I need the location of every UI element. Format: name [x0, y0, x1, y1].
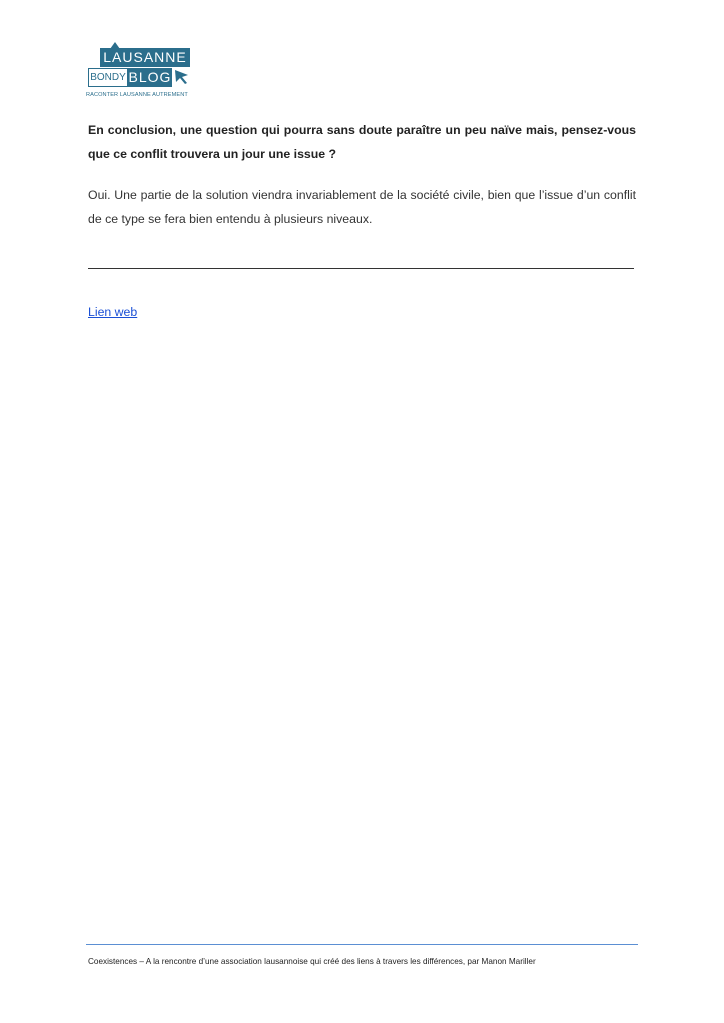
interview-question: En conclusion, une question qui pourra sans doute paraître un peu naïve mais, pensez-vous que ce conflit trouvera un jour une issue ?: [88, 123, 636, 161]
logo-lausanne-text: LAUSANNE: [100, 48, 190, 67]
logo-blog-text: BLOG: [128, 69, 172, 85]
interview-answer: Oui. Une partie de la solution viendra invariablement de la société civile, bien que l’issue d’un conflit de ce type se fera bien entendu à plusieurs niveaux.: [88, 188, 636, 226]
web-link[interactable]: Lien web: [88, 305, 138, 319]
footer-divider: [86, 944, 638, 945]
logo-bondy-text: BONDY: [88, 68, 128, 87]
logo-tagline: RACONTER LAUSANNE AUTREMENT: [86, 92, 188, 98]
cursor-arrow-icon: [174, 69, 190, 85]
separator-line: [88, 268, 634, 269]
page-footer: Coexistences – A la rencontre d’une association lausannoise qui créé des liens à travers les différences, par Manon Mariller: [88, 957, 536, 966]
bondy-blog-logo: [86, 40, 196, 102]
